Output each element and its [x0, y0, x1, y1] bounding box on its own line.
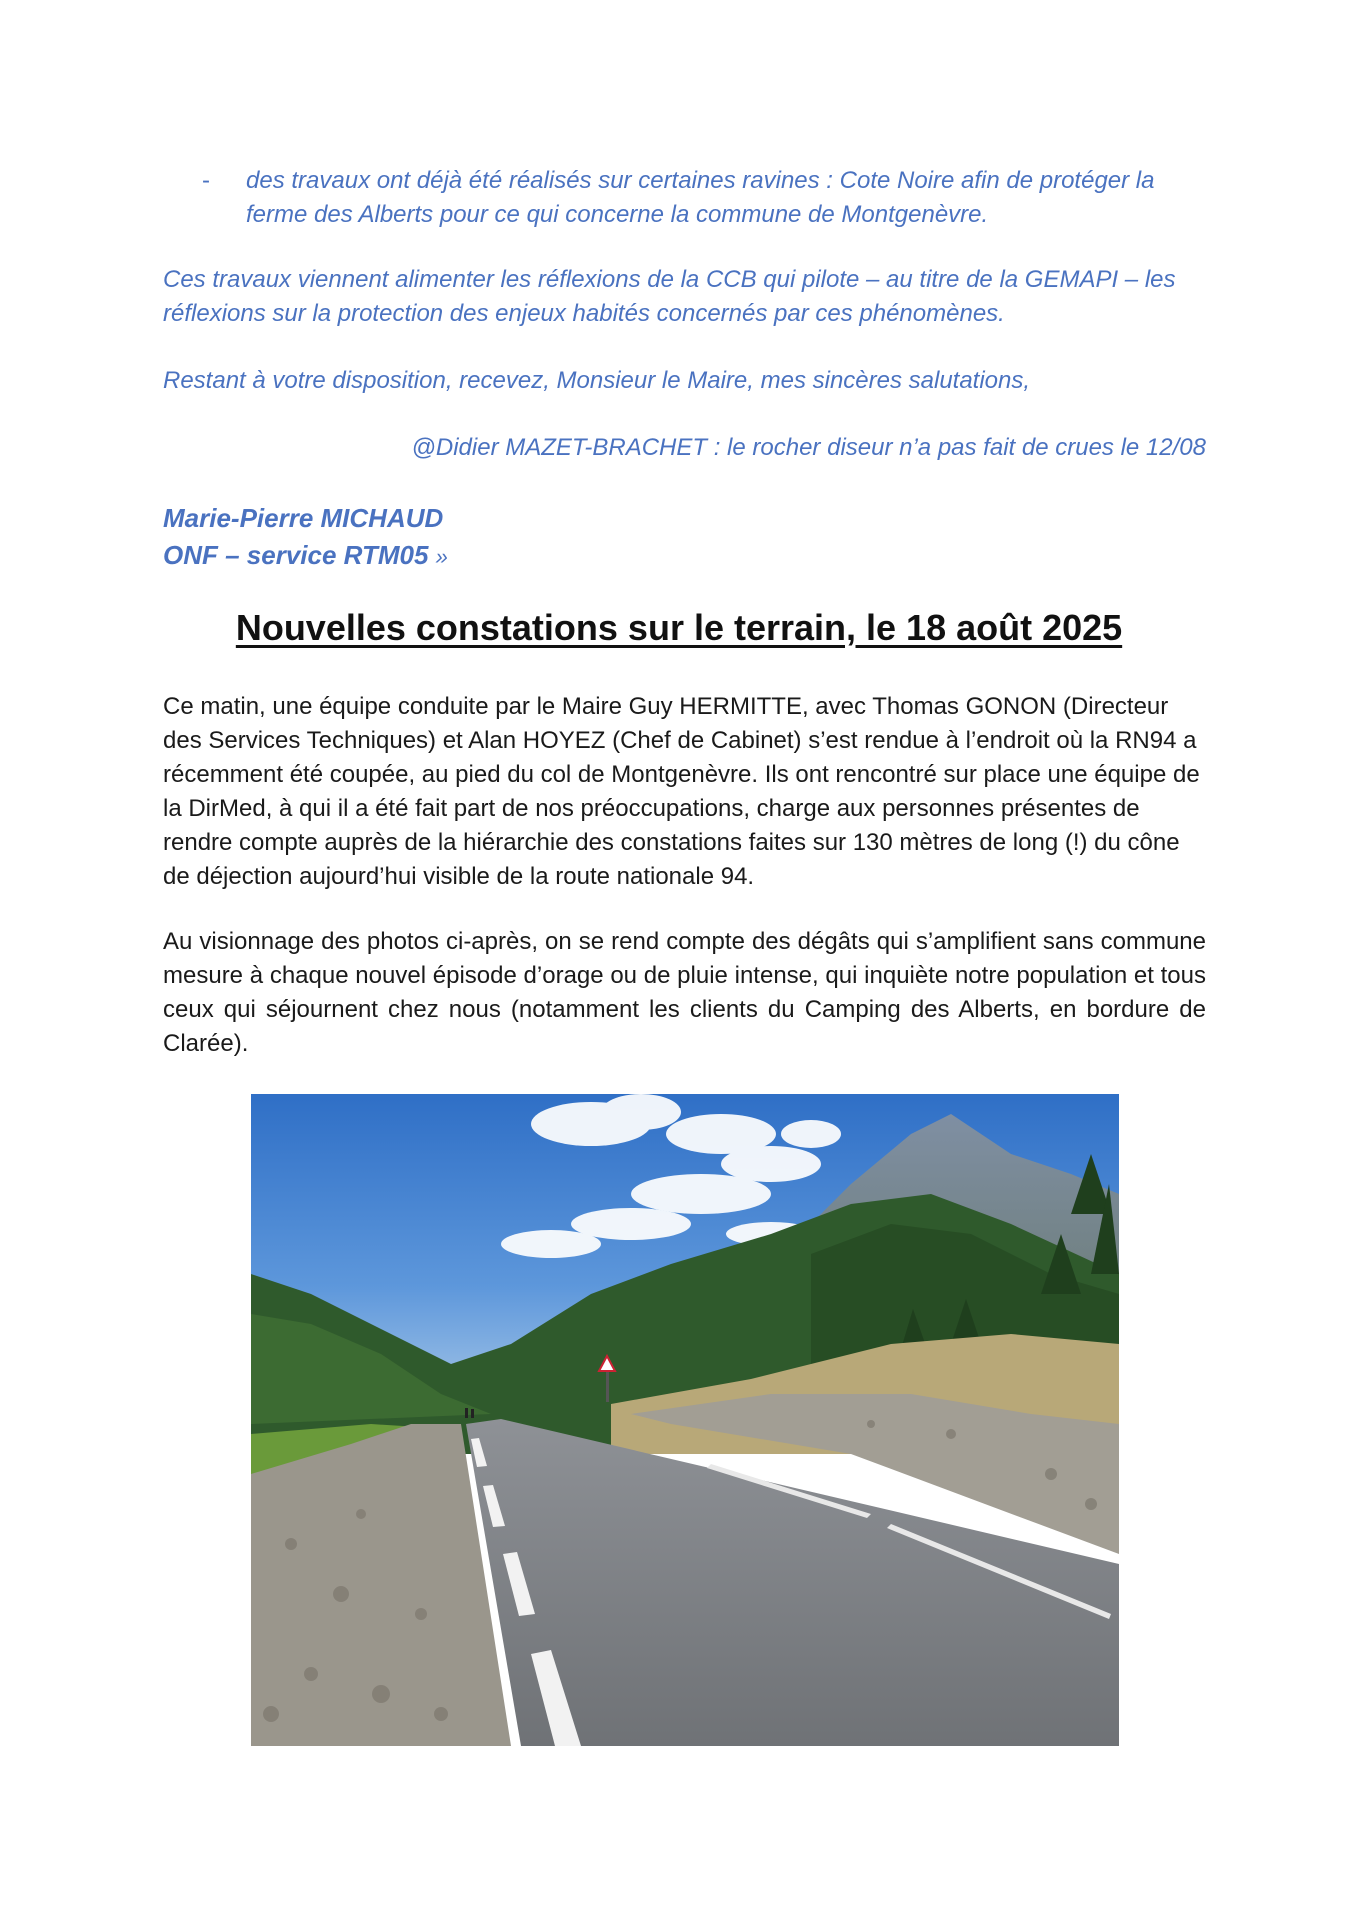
- road-photo: [251, 1094, 1119, 1746]
- section-paragraph-2: Au visionnage des photos ci-après, on se rend compte des dégâts qui s’amplifient sans commune mesure à chaque nouvel épisode d’orage ou de pluie intense, qui inquiète notre population et tous ceux qui séjournent chez nous (notamment les clients du Camping des Alberts, en bordure de Clarée).: [163, 928, 1206, 1057]
- section-heading: Nouvelles constations sur le terrain, le 18 août 2025: [235, 607, 1123, 648]
- closing-quote-mark: »: [435, 544, 448, 569]
- bullet-item-text: des travaux ont déjà été réalisés sur certaines ravines : Cote Noire afin de protéger la ferme des Alberts pour ce qui concerne la commune de Montgenèvre.: [246, 167, 1155, 228]
- signature-service: [163, 537, 448, 575]
- bullet-marker: -: [202, 167, 210, 194]
- signature-name: Marie-Pierre MICHAUD: [163, 503, 444, 533]
- signature-service-label: ONF – service RTM05: [163, 540, 429, 570]
- mention-note: @Didier MAZET-BRACHET : le rocher diseur n’a pas fait de crues le 12/08: [411, 434, 1206, 461]
- paragraph-ccb: Ces travaux viennent alimenter les réflexions de la CCB qui pilote – au titre de la GEMAPI – les réflexions sur la protection des enjeux habités concernés par ces phénomènes.: [163, 266, 1176, 327]
- paragraph-closing: Restant à votre disposition, recevez, Monsieur le Maire, mes sincères salutations,: [163, 367, 1031, 394]
- section-paragraph-1: Ce matin, une équipe conduite par le Maire Guy HERMITTE, avec Thomas GONON (Directeur des Services Techniques) et Alan HOYEZ (Chef de Cabinet) s’est rendue à l’endroit où la RN94 a récemment été coupée, au pied du col de Montgenèvre. Ils ont rencontré sur place une équipe de la DirMed, à qui il a été fait part de nos préoccupations, charge aux personnes présentes de rendre compte auprès de la hiérarchie des constations faites sur 130 mètres de long (!) du cône de déjection aujourd’hui visible de la route nationale 94.: [163, 693, 1200, 890]
